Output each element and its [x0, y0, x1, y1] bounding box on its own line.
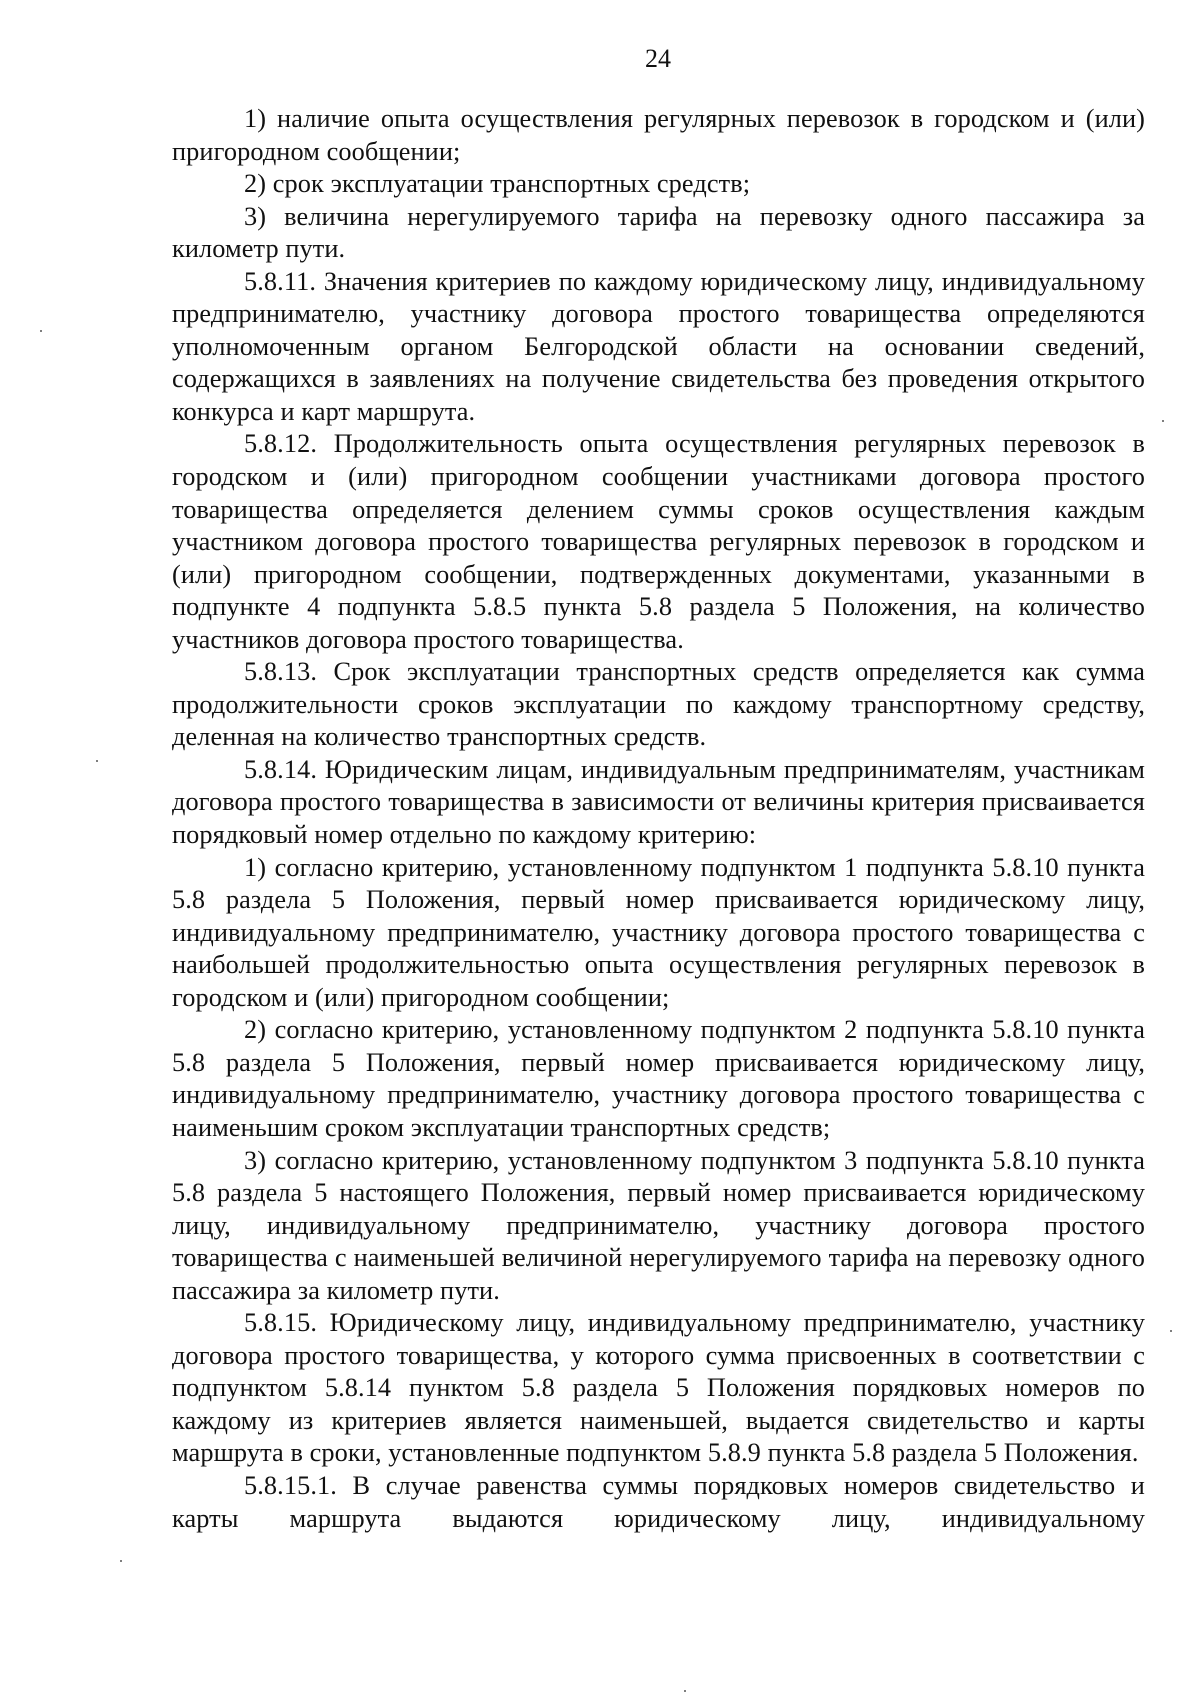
paragraph-5-8-12: 5.8.12. Продолжительность опыта осуществления регулярных перевозок в городском и (или) пригородном сообщении участниками договора простого товарищества определяется делением суммы сроков осуществления каждым участником договора простого товарищества регулярных перевозок в городском и (или) пригородном сообщении, подтвержденных документами, указанными в подпункте 4 подпункта 5.8.5 пункта 5.8 раздела 5 Положения, на количество участников договора простого товарищества. — [172, 429, 1145, 654]
paragraph-criterion-2: 2) срок эксплуатации транспортных средств; — [244, 169, 751, 199]
scan-speck — [40, 330, 42, 332]
paragraph-5-8-14-item-1: 1) согласно критерию, установленному подпунктом 1 подпункта 5.8.10 пункта 5.8 раздела 5 Положения, первый номер присваивается юридическому лицу, индивидуальному предпринимателю, участнику договора простого товарищества с наибольшей продолжительностью опыта осуществления регулярных перевозок в городском и (или) пригородном сообщении; — [172, 852, 1145, 1012]
paragraph-5-8-13: 5.8.13. Срок эксплуатации транспортных средств определяется как сумма продолжительности сроков эксплуатации по каждому транспортному средству, деленная на количество транспортных средств. — [172, 657, 1145, 752]
paragraph-criterion-3: 3) величина нерегулируемого тарифа на перевозку одного пассажира за километр пути. — [172, 201, 1145, 264]
document-body — [172, 103, 1145, 1535]
paragraph-5-8-15: 5.8.15. Юридическому лицу, индивидуальному предпринимателю, участнику договора простого товарищества, у которого сумма присвоенных в соответствии с подпунктом 5.8.14 пунктом 5.8 раздела 5 Положения порядковых номеров по каждому из критериев является наименьшей, выдается свидетельство и карты маршрута в сроки, установленные подпунктом 5.8.9 пункта 5.8 раздела 5 Положения. — [172, 1308, 1145, 1468]
page-number: 24 — [645, 44, 671, 73]
paragraph-5-8-11: 5.8.11. Значения критериев по каждому юридическому лицу, индивидуальному предпринимателю, участнику договора простого товарищества определяются уполномоченным органом Белгородской области на основании сведений, содержащихся в заявлениях на получение свидетельства без проведения открытого конкурса и карт маршрута. — [172, 266, 1145, 426]
paragraph-criterion-1: 1) наличие опыта осуществления регулярных перевозок в городском и (или) пригородном сообщении; — [172, 104, 1145, 166]
scan-speck — [684, 1690, 686, 1692]
scan-speck — [96, 760, 98, 762]
paragraph-5-8-14-item-3: 3) согласно критерию, установленному подпунктом 3 подпункта 5.8.10 пункта 5.8 раздела 5 настоящего Положения, первый номер присваивается юридическому лицу, индивидуальному предпринимателю, участнику договора простого товарищества с наименьшей величиной нерегулируемого тарифа на перевозку одного пассажира за километр пути. — [172, 1145, 1145, 1305]
scan-speck — [1162, 420, 1164, 422]
scan-speck — [1170, 1330, 1172, 1332]
scan-speck — [120, 1560, 122, 1562]
paragraph-5-8-14: 5.8.14. Юридическим лицам, индивидуальным предпринимателям, участникам договора простого товарищества в зависимости от величины критерия присваивается порядковый номер отдельно по каждому критерию: — [172, 754, 1145, 850]
paragraph-5-8-15-1: 5.8.15.1. В случае равенства суммы порядковых номеров свидетельство и карты маршрута выдаются юридическому лицу, индивидуальному — [172, 1470, 1145, 1533]
paragraph-5-8-14-item-2: 2) согласно критерию, установленному подпунктом 2 подпункта 5.8.10 пункта 5.8 раздела 5 Положения, первый номер присваивается юридическому лицу, индивидуальному предпринимателю, участнику договора простого товарищества с наименьшим сроком эксплуатации транспортных средств; — [172, 1015, 1145, 1142]
